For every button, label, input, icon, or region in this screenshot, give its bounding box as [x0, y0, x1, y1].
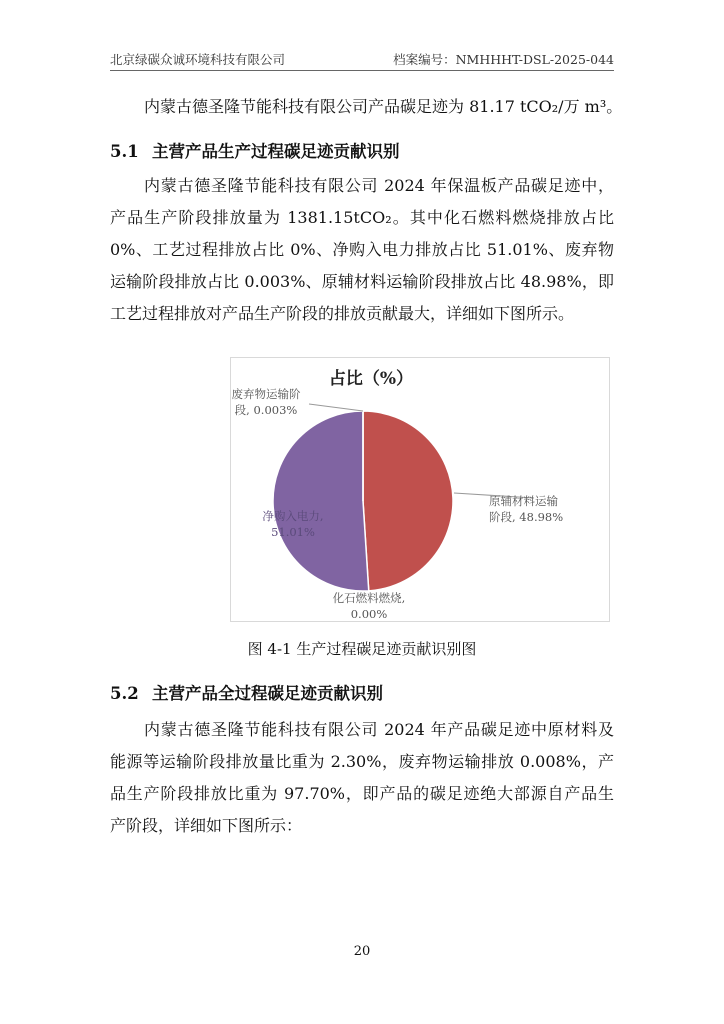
data-label-3: 废弃物运输阶 — [231, 387, 301, 401]
intro-line: 内蒙古德圣隆节能科技有限公司产品碳足迹为 81.17 tCO₂/万 m³。 — [144, 97, 623, 116]
data-label-2: 51.01% — [271, 525, 315, 539]
section-title: 主营产品全过程碳足迹贡献识别 — [152, 684, 383, 703]
chart-title: 占比（%） — [328, 369, 414, 389]
page-number: 20 — [353, 944, 371, 959]
header-rule — [110, 70, 614, 71]
section-5-2-paragraph — [110, 714, 614, 842]
figure-caption: 图 4-1 生产过程碳足迹贡献识别图 — [247, 640, 477, 658]
data-label-3: 段, 0.003% — [234, 403, 298, 417]
paragraph-line: 品生产阶段排放比重为 97.70%，即产品的碳足迹绝大部源自产品生 — [110, 784, 614, 803]
paragraph-line: 产品生产阶段排放量为 1381.15tCO₂。其中化石燃料燃烧排放占比 — [110, 208, 614, 227]
paragraph-line: 产阶段，详细如下图所示： — [110, 816, 303, 835]
data-label-2: 净购入电力, — [262, 509, 324, 523]
section-5-1-paragraph — [110, 170, 614, 330]
section-number: 5.2 — [110, 684, 139, 703]
section-number: 5.1 — [110, 142, 139, 161]
paragraph-line: 运输阶段排放占比 0.003%、原辅材料运输阶段排放占比 48.98%，即 — [110, 272, 614, 291]
data-label-0: 原辅材料运输 — [489, 494, 558, 508]
paragraph-line: 0%、工艺过程排放占比 0%、净购入电力排放占比 51.01%、废弃物 — [110, 240, 614, 259]
header-company: 北京绿碳众诚环境科技有限公司 — [110, 52, 286, 67]
paragraph-line: 内蒙古德圣隆节能科技有限公司 2024 年产品碳足迹中原材料及 — [144, 720, 614, 739]
section-5-2-heading — [110, 680, 383, 704]
intro-paragraph — [110, 91, 623, 123]
paragraph-line: 能源等运输阶段排放量比重为 2.30%，废弃物运输排放 0.008%，产 — [110, 752, 614, 771]
leader-line-3 — [309, 404, 363, 411]
pie-slice-0 — [363, 411, 453, 591]
pie-svg — [231, 358, 609, 621]
header-doc-number: 档案编号：NMHHHT-DSL-2025-044 — [393, 52, 614, 67]
data-label-1: 0.00% — [350, 607, 388, 621]
pie-slice-2 — [273, 411, 369, 591]
section-5-1-heading — [110, 138, 400, 162]
pie-chart — [230, 357, 610, 622]
section-title: 主营产品生产过程碳足迹贡献识别 — [152, 142, 400, 161]
paragraph-line: 内蒙古德圣隆节能科技有限公司 2024 年保温板产品碳足迹中， — [144, 176, 614, 195]
data-label-0: 阶段, 48.98% — [489, 510, 564, 524]
data-label-1: 化石燃料燃烧, — [332, 591, 406, 605]
paragraph-line: 工艺过程排放对产品生产阶段的排放贡献最大，详细如下图所示。 — [110, 304, 575, 323]
